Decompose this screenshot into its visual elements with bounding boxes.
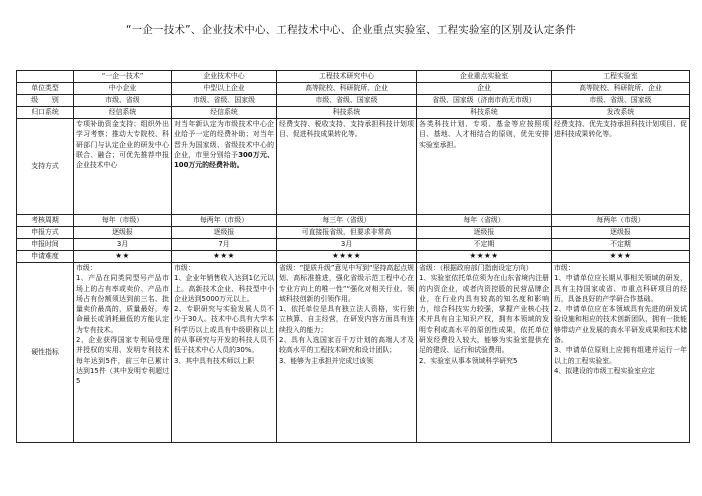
table-cell bbox=[417, 263, 552, 443]
row-label: 支持方式 bbox=[17, 119, 74, 215]
document-title: “一企一技术”、企业技术中心、工程技术中心、企业重点实验室、工程实验室的区别及认定条件 bbox=[126, 24, 576, 36]
table-cell: 3月 bbox=[277, 239, 417, 251]
comparison-table bbox=[16, 70, 690, 443]
table-cell bbox=[74, 263, 172, 443]
table-cell: 每年（市级） bbox=[74, 215, 172, 227]
row-label: 申报时间 bbox=[17, 239, 74, 251]
table-cell: 可直接报省级，但要求非常高 bbox=[277, 227, 417, 239]
table-cell: 经信系统 bbox=[172, 107, 277, 119]
row-label: 硬性指标 bbox=[17, 263, 74, 443]
table-cell: 7月 bbox=[172, 239, 277, 251]
header-engineering-laboratory: 工程实验室 bbox=[552, 71, 690, 83]
table-cell: 每两年（市级） bbox=[172, 215, 277, 227]
row-label: 申请难度 bbox=[17, 251, 74, 263]
table-cell: 科技系统 bbox=[277, 107, 417, 119]
row-time bbox=[17, 239, 690, 251]
table-cell: 省级、国家级（济南市尚无市级） bbox=[417, 95, 552, 107]
table-cell: 经信系统 bbox=[74, 107, 172, 119]
row-label: 级 别 bbox=[17, 95, 74, 107]
cell-text: 市级： 1、产品在同类同型号产品市场上的占有率或卖价、产品市场占有份额须达到前三名、批量卖价最高的，质量最好，寿命最长或消耗最低的方能认定为专有技术。 2、企业获得国家专利局受理并授权的实用、发明专利技术每年达到5件，前三年已累计达到15件（其中发明专利超过5 bbox=[76, 264, 169, 386]
star-rating: ★★★★ bbox=[277, 251, 417, 263]
table-cell: 市级、省级、国家级 bbox=[552, 95, 690, 107]
header-one-enterprise-one-tech: “一企一技术” bbox=[74, 71, 172, 83]
row-level bbox=[17, 95, 690, 107]
table-cell: 市级、省级 bbox=[74, 95, 172, 107]
star-rating: ★★ bbox=[74, 251, 172, 263]
table-cell: 逐级报 bbox=[172, 227, 277, 239]
row-label: 考核周期 bbox=[17, 215, 74, 227]
star-rating: ★★★★ bbox=[417, 251, 552, 263]
header-corner bbox=[17, 71, 74, 83]
cell-text: 市级： 1、企业年销售收入达到1亿元以上。高新技术企业、科技型中小企业达到5000万元以上。 2、专职研究与实验发展人员不少于30人。技术中心具有大学本科学历以上或具有中级职称以上的从事研究与开发的科技人员不低于技术中心人员的30%。 3、其中具有技术师以上职 bbox=[174, 264, 274, 365]
table-cell: 专项补助资金支持；组织外出学习考察；推动大专院校、科研部门与认定企业的研发中心联合、融合；可优先推荐申报企业技术中心 bbox=[74, 119, 172, 215]
table-cell: 科技系统 bbox=[417, 107, 552, 119]
row-unit-type bbox=[17, 83, 690, 95]
table-cell: 市级、省级、国家级 bbox=[172, 95, 277, 107]
table-cell: 不定期 bbox=[552, 239, 690, 251]
table-cell: 中小企业 bbox=[74, 83, 172, 95]
table-cell: 中型以上企业 bbox=[172, 83, 277, 95]
header-key-laboratory: 企业重点实验室 bbox=[417, 71, 552, 83]
table-cell: 企业 bbox=[417, 83, 552, 95]
table-cell: 高等院校、科研院所、企业 bbox=[552, 83, 690, 95]
row-hard-indicators bbox=[17, 263, 690, 443]
table-cell bbox=[172, 119, 277, 215]
row-method bbox=[17, 227, 690, 239]
table-cell: 经费支持、优先支持承担科技计划项目、促进科技成果转化等。 bbox=[552, 119, 690, 215]
header-row bbox=[17, 71, 690, 83]
cell-text: 市级： 1、申请单位应长期从事相关领域的研发，具有主持国家或省、市重点科研项目的经历，具备良好的产学研合作基础。 2、申请单位应在本领域具有先进的研发试验设施和相应的技术创新团队，拥有一批能够带动产业发展的高水平研发成果和技术储备。 3、申请单位原则上应拥有组建并运行一年以上的工程实验室。 4、拟建设的市级工程实验室应定 bbox=[554, 264, 687, 375]
row-department bbox=[17, 107, 690, 119]
table-cell bbox=[277, 263, 417, 443]
table-cell: 3月 bbox=[74, 239, 172, 251]
row-support bbox=[17, 119, 690, 215]
table-cell: 不定期 bbox=[417, 239, 552, 251]
table-cell bbox=[172, 263, 277, 443]
cell-text: 省级：“提质升级”意见中写到“坚持高起点规划、高标准推进，强化省级示范工程中心在专业方向上的唯一性”“强化对相关行业、领域科技创新的引领作用。 1、依托单位是具有独立法人资格，实行独立核算、自主经营，在研发内容方面具有连续投入的能力； 2、具有入选国家百千万计划的高端人才及较高水平的工程技术研究和设计团队； 3、能够为主承担并完成过该领 bbox=[279, 264, 414, 365]
table-cell bbox=[552, 263, 690, 443]
table-cell: 每两年（市级） bbox=[552, 215, 690, 227]
table-cell: 逐级报 bbox=[74, 227, 172, 239]
table-cell: 每三年（省级） bbox=[277, 215, 417, 227]
header-engineering-research-center: 工程技术研究中心 bbox=[277, 71, 417, 83]
row-label: 单位类型 bbox=[17, 83, 74, 95]
table-cell: 每年（省级） bbox=[417, 215, 552, 227]
star-rating: ★★★ bbox=[172, 251, 277, 263]
row-label: 申报方式 bbox=[17, 227, 74, 239]
table-cell: 逐级报 bbox=[552, 227, 690, 239]
cell-text: 省级：（根据政府部门指南设定方向） 1、实验室依托单位须为在山东省境内注册的内资企业，或者内资控股的民营品牌企业，在行业内具有较高的知名度和影响力，综合科技实力较强，掌握产业核心技术并具有自主知识产权，拥有本领域的发明专利或高水平的原创性成果，依托单位研发经费投入较大，能够为实验室提供充足的建设、运行和试验费用。 2、实验室从事本领域科学研究5 bbox=[419, 264, 549, 365]
star-rating: ★★★ bbox=[552, 251, 690, 263]
row-label: 归口系统 bbox=[17, 107, 74, 119]
row-cycle bbox=[17, 215, 690, 227]
table-cell: 各类科技计划、专项、基金等应按照项目、基地、人才相结合的原则，优先安排实验室承担。 bbox=[417, 119, 552, 215]
table-cell: 市级、省级、国家级 bbox=[277, 95, 417, 107]
table-cell: 逐级报 bbox=[417, 227, 552, 239]
table-cell: 经费支持、税收支持、支持承担科技计划项目、促进科技成果转化等。 bbox=[277, 119, 417, 215]
row-difficulty bbox=[17, 251, 690, 263]
table-cell: 发改系统 bbox=[552, 107, 690, 119]
header-enterprise-tech-center: 企业技术中心 bbox=[172, 71, 277, 83]
cell-text-bold: 300万元、100万元的经费补助。 bbox=[174, 150, 275, 170]
cell-text: 对当年新认定为市级技术中心企业给予一定的经费补助；对当年晋升为国家级、省级技术中心的企业，市里分别给予 bbox=[174, 120, 274, 159]
table-cell: 高等院校、科研院所、企业 bbox=[277, 83, 417, 95]
